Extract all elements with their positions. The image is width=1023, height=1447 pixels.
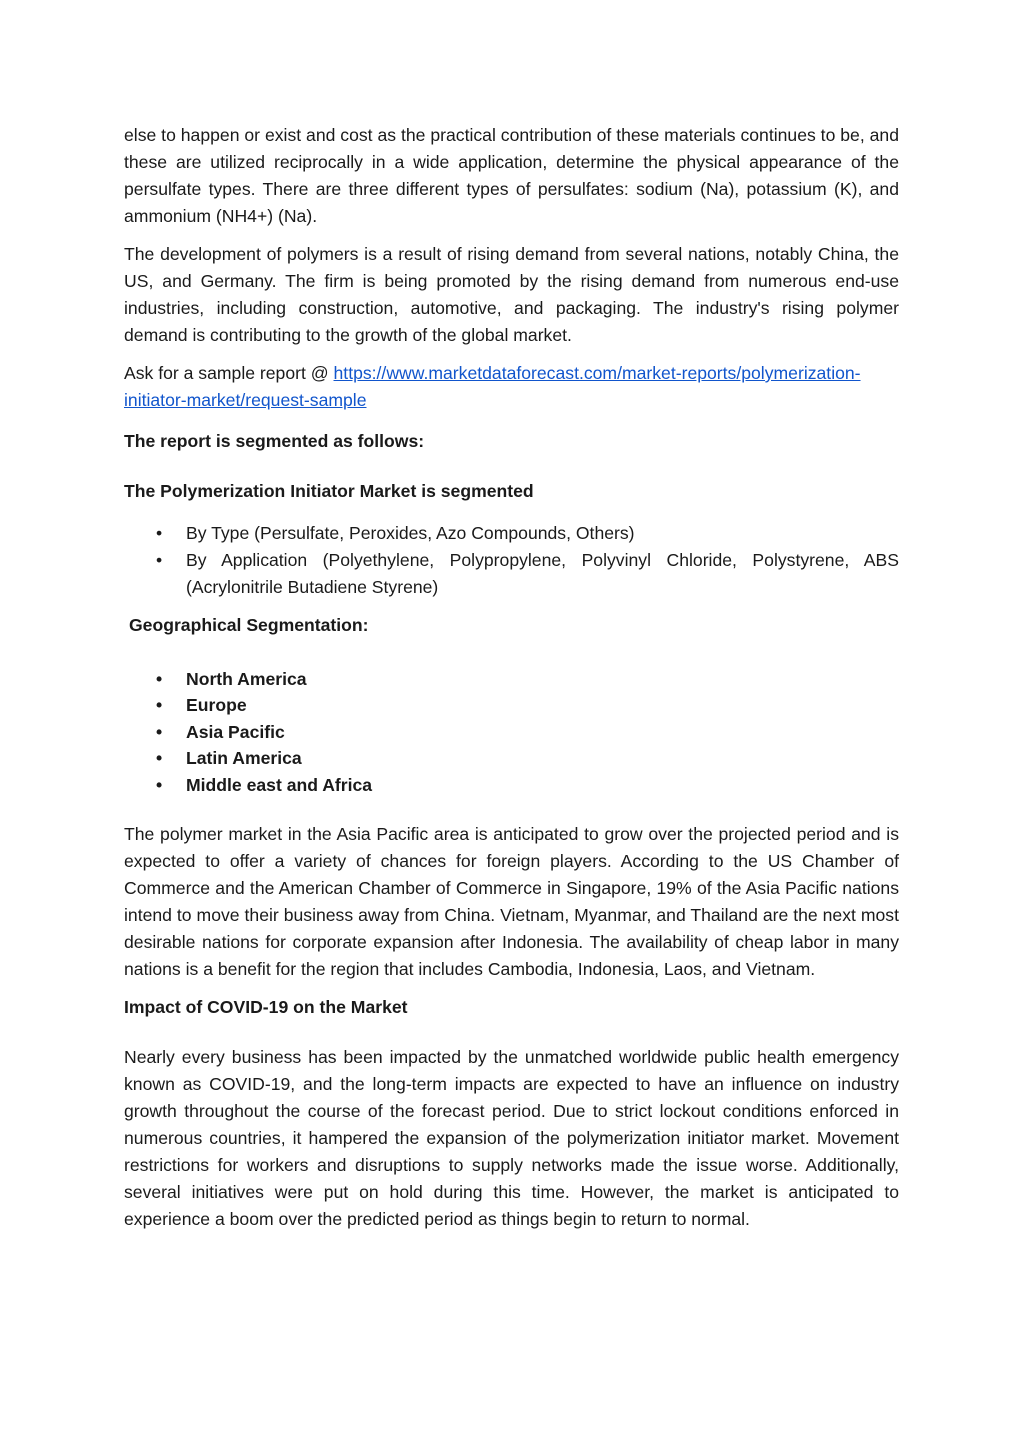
region-asia-pacific: Asia Pacific (186, 721, 285, 742)
polymer-development-paragraph: The development of polymers is a result of rising demand from several nations, notably China, the US, and Germany. The firm is being promoted by the rising demand from numerous end-use industries, including construction, automotive, and packaging. The industry's rising polymer demand is contributing to the growth of the global market. (124, 244, 899, 345)
list-item (124, 772, 899, 798)
bullet-icon: • (156, 695, 163, 716)
bullet-icon: • (156, 721, 163, 742)
bullet-icon: • (156, 669, 163, 689)
asia-pacific-paragraph: The polymer market in the Asia Pacific area is anticipated to grow over the projected period and is expected to offer a variety of chances for foreign players. According to the US Chamber of Commerce and the American Chamber of Commerce in Singapore, 19% of the Asia Pacific nations intend to move their business away from China. Vietnam, Myanmar, and Thailand are the next most desirable nations for corporate expansion after Indonesia. The availability of cheap labor in many nations is a benefit for the region that includes Cambodia, Indonesia, Laos, and Vietnam. (124, 824, 899, 980)
region-north-america: North America (186, 669, 307, 689)
segment-application: By Application (Polyethylene, Polypropylene, Polyvinyl Chloride, Polystyrene, ABS (Acrylonitrile Butadiene Styrene) (186, 550, 899, 597)
segment-list (124, 520, 899, 601)
document-page (124, 122, 899, 1233)
region-middle-east-africa: Middle east and Africa (186, 774, 373, 795)
list-item (124, 547, 899, 601)
region-latin-america: Latin America (186, 748, 302, 769)
covid-heading: Impact of COVID-19 on the Market (124, 997, 408, 1018)
sample-report-link[interactable]: https://www.marketdataforecast.com/market-reports/polymerization-initiator-market/request-sample (124, 363, 861, 410)
list-item (124, 692, 899, 718)
geographical-heading: Geographical Segmentation: (129, 615, 369, 635)
bullet-icon: • (156, 550, 163, 570)
market-segmented-heading: The Polymerization Initiator Market is segmented (124, 481, 534, 501)
list-item (124, 745, 899, 771)
list-item (124, 719, 899, 745)
list-item (124, 520, 899, 547)
intro-paragraph: else to happen or exist and cost as the practical contribution of these materials continues to be, and these are utilized reciprocally in a wide application, determine the physical appearance of the persulfate types. There are three different types of persulfates: sodium (Na), potassium (K), and ammonium (NH4+) (Na). (124, 125, 899, 226)
report-segmented-heading: The report is segmented as follows: (124, 431, 425, 451)
segment-type: By Type (Persulfate, Peroxides, Azo Compounds, Others) (186, 523, 635, 543)
sample-report-line (124, 360, 899, 414)
bullet-icon: • (156, 748, 163, 769)
list-item (124, 666, 899, 692)
sample-report-prefix: Ask for a sample report @ (124, 363, 334, 383)
covid-paragraph: Nearly every business has been impacted by the unmatched worldwide public health emergency known as COVID-19, and the long-term impacts are expected to have an influence on industry growth throughout the course of the forecast period. Due to strict lockout conditions enforced in numerous countries, it hampered the expansion of the polymerization initiator market. Movement restrictions for workers and disruptions to supply networks made the issue worse. Additionally, several initiatives were put on hold during this time. However, the market is anticipated to experience a boom over the predicted period as things begin to return to normal. (124, 1047, 899, 1230)
region-europe: Europe (186, 695, 247, 716)
bullet-icon: • (156, 523, 163, 543)
bullet-icon: • (156, 774, 163, 795)
region-list (124, 666, 899, 798)
